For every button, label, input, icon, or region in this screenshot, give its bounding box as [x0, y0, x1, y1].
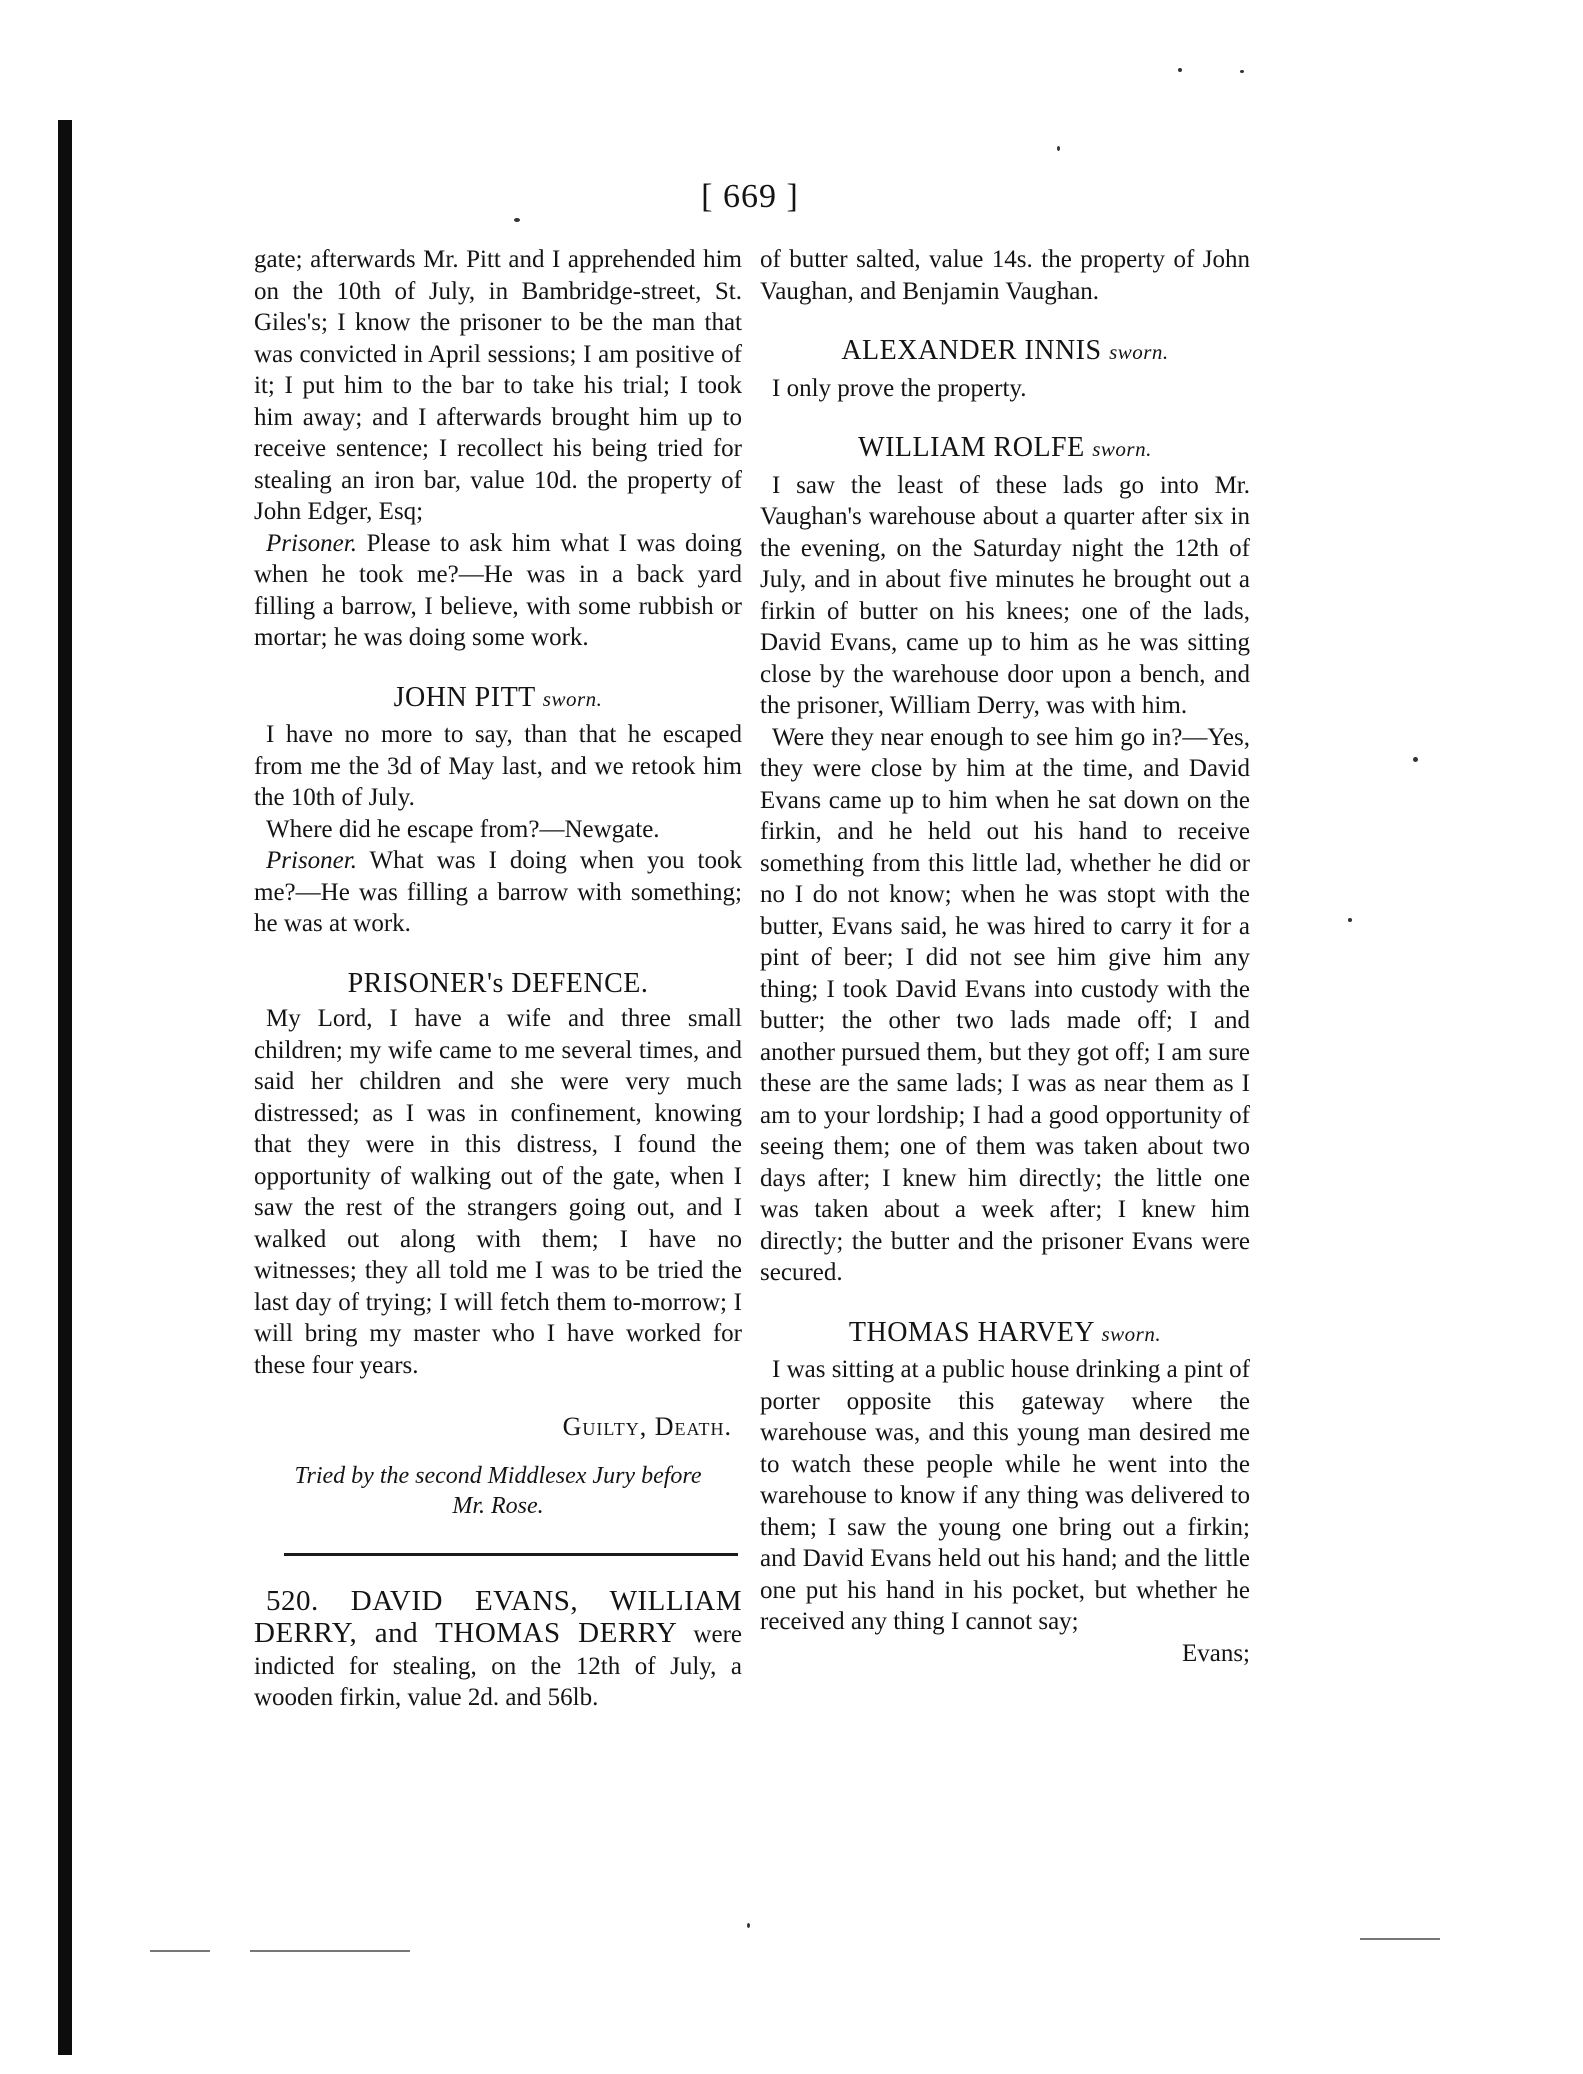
ink-speck	[1240, 70, 1244, 73]
tried-note	[254, 1461, 742, 1521]
binding-edge	[58, 120, 72, 2055]
paragraph: My Lord, I have a wife and three small children; my wife came to me several times, and said her children and she were very much distressed; as I was in confinement, knowing that they were in this distress, I found the opportunity of walking out of the gate, when I saw the rest of the strangers going out, and I walked out along with them; I have no witnesses; they all told me I was to be tried the last day of trying; I will fetch them to-morrow; I will bring my master who I have worked for these four years.	[254, 1005, 742, 1379]
ink-speck	[747, 1923, 750, 1928]
tried-line: Mr. Rose.	[452, 1492, 544, 1519]
ink-speck	[1413, 757, 1418, 762]
scan-artifact	[1360, 1938, 1440, 1940]
paragraph: I have no more to say, than that he escaped from me the 3d of May last, and we retook him the 10th of July.	[254, 721, 742, 811]
ink-speck	[514, 218, 520, 222]
witness-heading	[760, 335, 1250, 369]
paragraph: gate; afterwards Mr. Pitt and I apprehended him on the 10th of July, in Bambridge-street, St. Giles's; I know the prisoner to be the man that was convicted in April sessions; I am positive of it; I put him to the bar to take his trial; I took him away; and I afterwards brought him up to receive sentence; I recollect his being tried for stealing an iron bar, value 10d. the property of John Edger, Esq;	[254, 246, 742, 525]
paragraph-text: What was I doing when you took me?—He was filling a barrow with something; he was at work.	[254, 847, 742, 937]
sworn-label: sworn.	[1092, 437, 1152, 461]
paragraph: I saw the least of these lads go into Mr. Vaughan's warehouse about a quarter after six in the evening, on the Saturday night the 12th of July, and in about five minutes he brought out a firkin of butter on his knees; one of the lads, David Evans, came up to him as he was sitting close by the warehouse door upon a bench, and the prisoner, William Derry, was with him.	[760, 471, 1250, 719]
witness-heading	[254, 682, 742, 716]
ink-speck	[1178, 68, 1182, 72]
verdict: Guilty, Death.	[562, 1412, 732, 1441]
right-column	[760, 244, 1250, 1669]
paragraph: Were they near enough to see him go in?—Yes, they were close by him at the time, and David Evans came up to him when he sat down on the firkin, and he held out his hand to receive something from this little lad, whether he did or no I do not know; when he was stopt with the butter, Evans said, he was hired to carry it for a pint of beer; I did not see him give him any thing; I took David Evans into custody with the butter; the other two lads made off; I and another pursued them, but they got off; I am sure these are the same lads; I was as near them as I am to your lordship; I had a good opportunity of seeing them; one of them was taken about two days after; I knew him directly; the little one was taken about a week after; I knew him directly; the butter and the prisoner Evans were secured.	[760, 723, 1250, 1286]
paragraph	[254, 528, 742, 654]
speaker-label: Prisoner.	[266, 529, 357, 557]
paragraph	[254, 845, 742, 940]
section-rule	[284, 1553, 738, 1556]
witness-heading	[760, 432, 1250, 466]
witness-name: THOMAS HARVEY	[848, 1316, 1094, 1348]
witness-name: JOHN PITT	[393, 681, 536, 713]
sworn-label: sworn.	[542, 686, 603, 711]
sworn-label: sworn.	[1109, 340, 1169, 364]
paragraph-text: Please to ask him what I was doing when he took me?—He was in a back yard filling a barrow, I believe, with some rubbish or mortar; he was doing some work.	[254, 529, 742, 651]
sworn-label: sworn.	[1101, 1321, 1162, 1346]
catchword: Evans;	[1181, 1639, 1250, 1667]
speaker-label: Prisoner.	[266, 847, 357, 874]
defence-heading: PRISONER's DEFENCE.	[347, 967, 649, 999]
witness-name: ALEXANDER INNIS	[841, 335, 1102, 366]
witness-heading	[760, 1317, 1250, 1351]
paragraph: Where did he escape from?—Newgate.	[266, 815, 660, 843]
scan-artifact	[250, 1950, 410, 1952]
tried-line: Tried by the second Middlesex Jury before	[294, 1462, 702, 1489]
indictment-lead: 520. DAVID EVANS, WILLIAM DERRY, and THOMAS DERRY	[254, 1584, 742, 1649]
indictment-paragraph	[254, 1586, 742, 1714]
ink-speck	[1057, 146, 1060, 151]
paragraph: I only prove the property.	[772, 374, 1027, 402]
left-column	[254, 244, 742, 1714]
scan-artifact	[150, 1950, 210, 1952]
witness-name: WILLIAM ROLFE	[858, 432, 1085, 463]
paragraph: of butter salted, value 14s. the property of John Vaughan, and Benjamin Vaughan.	[760, 246, 1250, 305]
page-number: [ 669 ]	[701, 178, 799, 215]
ink-speck	[1348, 918, 1352, 922]
indictment-text: were indicted for stealing, on the 12th of July, a wooden firkin, value 2d. and 56lb.	[254, 1621, 743, 1711]
paragraph: I was sitting at a public house drinking a pint of porter opposite this gateway where the warehouse was, and this young man desired me to watch these people while he went into the warehouse to know if any thing was delivered to them; I saw the young one bring out a firkin; and David Evans held out his hand; and the little one put his hand in his pocket, but whether he received any thing I cannot say;	[760, 1356, 1250, 1635]
